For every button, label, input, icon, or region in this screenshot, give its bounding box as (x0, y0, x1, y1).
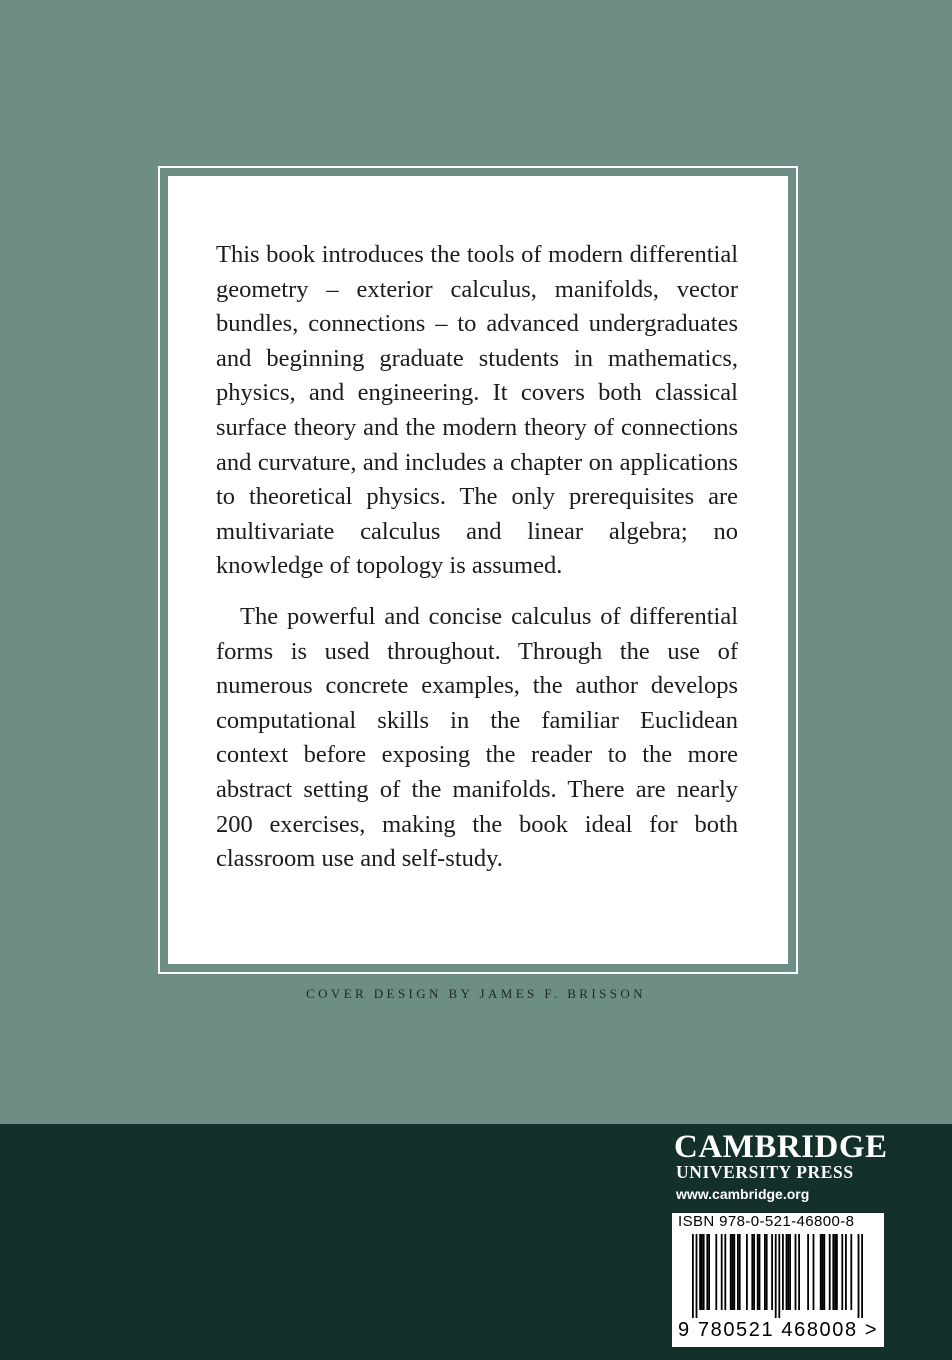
barcode-bar (746, 1234, 748, 1310)
barcode-bar (795, 1234, 797, 1310)
barcode-bar (789, 1234, 791, 1310)
barcode-bar (703, 1234, 705, 1310)
barcode-bar (771, 1234, 773, 1310)
barcode-icon (672, 1232, 884, 1318)
description-paragraph-1: This book introduces the tools of modern differential geometry – exterior calculus, manifolds, vector bundles, connections – to advanced undergraduates and beginning graduate students in mathematics, physics, and engineering. It covers both classical surface theory and the modern theory of connections and curvature, and includes a chapter on applications to theoretical physics. The only prerequisites are multivariate calculus and linear algebra; no knowledge of topology is assumed. (216, 241, 738, 580)
barcode-bar (807, 1234, 809, 1310)
barcode-bar (757, 1234, 759, 1310)
book-description (216, 238, 738, 877)
barcode-bar (759, 1234, 761, 1310)
publisher-logo-name: CAMBRIDGE (674, 1129, 888, 1165)
barcode-bar (701, 1234, 703, 1310)
barcode-bar (786, 1234, 788, 1310)
barcode-bar (708, 1234, 710, 1310)
barcode-bar (733, 1234, 735, 1310)
barcode-bar (764, 1234, 766, 1310)
barcode-bar (861, 1234, 863, 1318)
barcode-digits: 9 780521 468008 > (678, 1319, 879, 1341)
barcode-bar (766, 1234, 768, 1310)
barcode-bar (782, 1234, 784, 1310)
barcode-bar (715, 1234, 717, 1310)
barcode-bar (829, 1234, 831, 1310)
barcode-bar (721, 1234, 723, 1310)
barcode-bar (832, 1234, 834, 1310)
barcode-bar (858, 1234, 860, 1318)
barcode-bar (834, 1234, 836, 1310)
description-paragraph-2: The powerful and concise calculus of differential forms is used throughout. Through the use of numerous concrete examples, the author develops computational skills in the familiar Euclidean context before exposing the reader to the more abstract setting of the manifolds. There are nearly 200 exercises, making the book ideal for both classroom use and self-study. (216, 602, 738, 873)
barcode-bar (775, 1234, 777, 1318)
barcode-bar (778, 1234, 780, 1318)
barcode-bar (751, 1234, 753, 1310)
barcode-bar (823, 1234, 825, 1310)
barcode-bar (813, 1234, 815, 1310)
cover-design-credit: COVER DESIGN BY JAMES F. BRISSON (306, 986, 646, 1001)
barcode-bar (699, 1234, 701, 1310)
barcode-bar (820, 1234, 822, 1310)
barcode-bar (753, 1234, 755, 1310)
barcode-bar (787, 1234, 789, 1310)
barcode-bar (739, 1234, 741, 1310)
barcode-bar (841, 1234, 843, 1310)
barcode-bar (696, 1234, 698, 1318)
barcode-bar (724, 1234, 726, 1310)
barcode-bar (836, 1234, 838, 1310)
barcode-bar (845, 1234, 847, 1310)
isbn-number: ISBN 978-0-521-46800-8 (678, 1213, 855, 1230)
barcode-bar (732, 1234, 734, 1310)
barcode-bar (822, 1234, 824, 1310)
barcode-bar (730, 1234, 732, 1310)
barcode-bar (798, 1234, 800, 1310)
barcode-bar (692, 1234, 694, 1318)
barcode-bar (706, 1234, 708, 1310)
barcode-bar (850, 1234, 852, 1310)
publisher-url: www.cambridge.org (676, 1186, 810, 1202)
barcode-bar (737, 1234, 739, 1310)
publisher-logo-subtitle: UNIVERSITY PRESS (676, 1162, 854, 1182)
